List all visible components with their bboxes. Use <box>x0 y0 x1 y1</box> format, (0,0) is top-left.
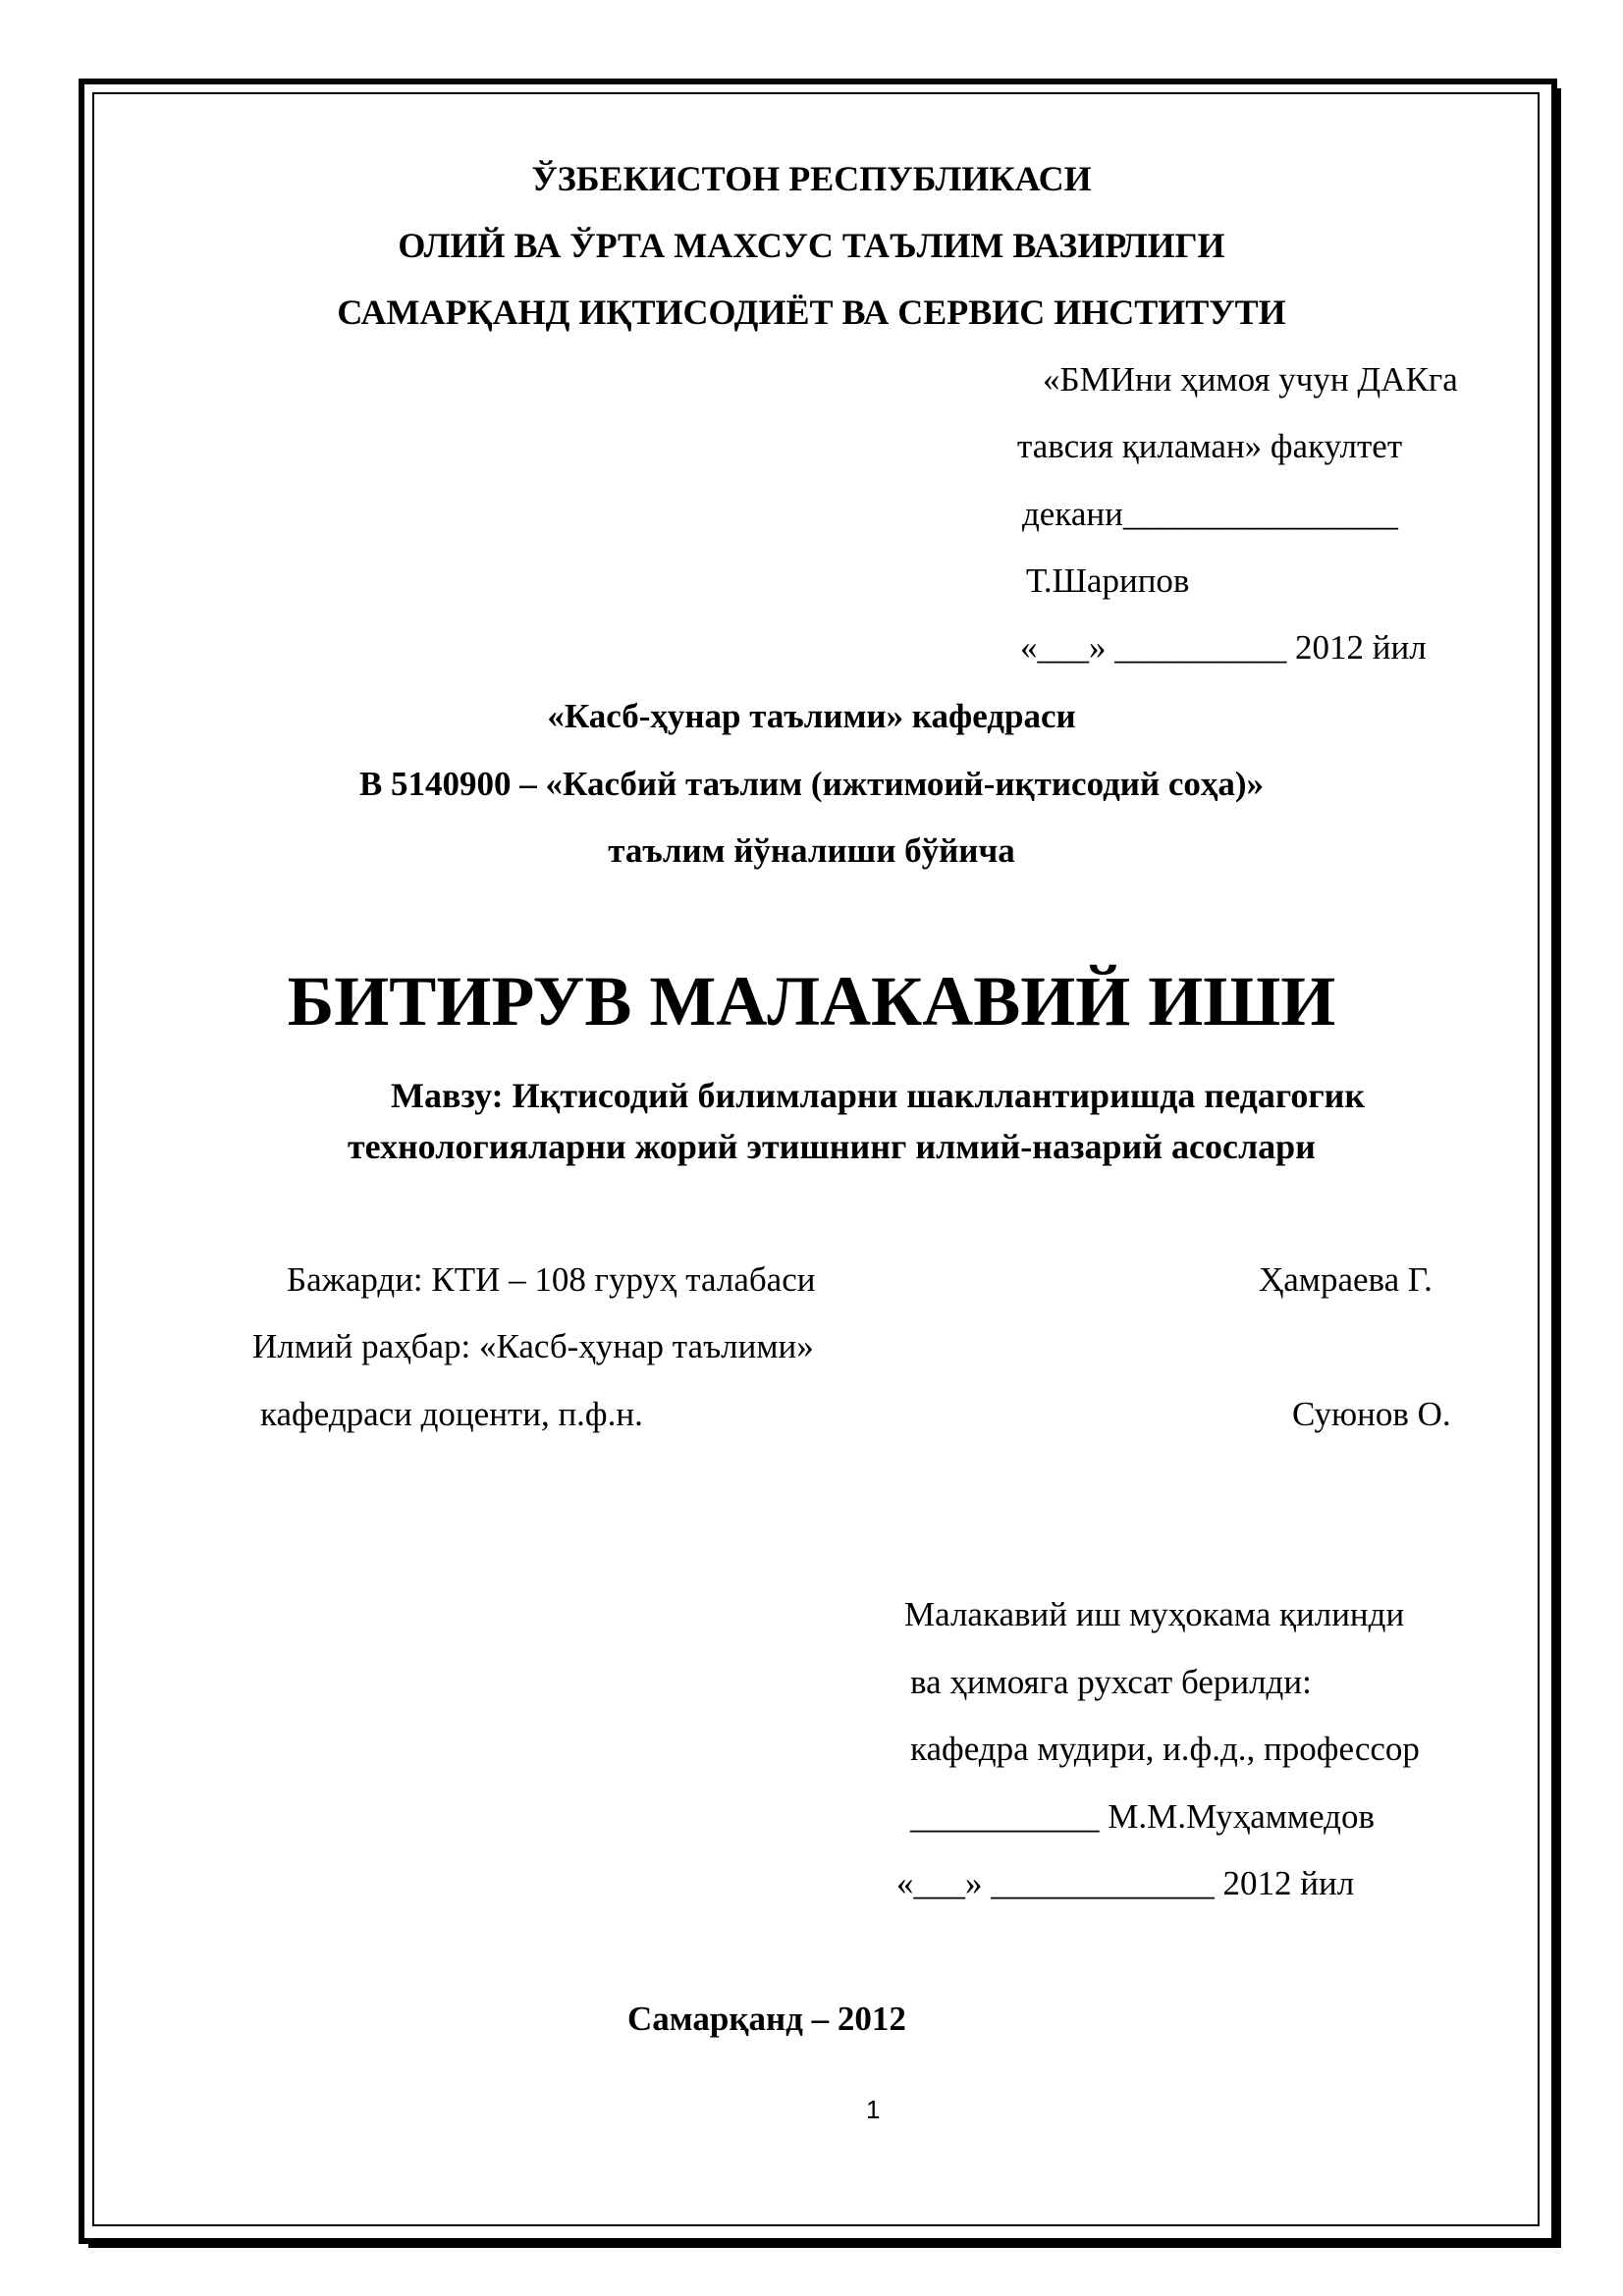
page-number: 1 <box>866 2095 881 2124</box>
supervisor-label-line-2: кафедраси доценти, п.ф.н. <box>260 1395 643 1433</box>
header-country: ЎЗБЕКИСТОН РЕСПУБЛИКАСИ <box>531 159 1092 198</box>
document-title: БИТИРУВ МАЛАКАВИЙ ИШИ <box>287 962 1336 1041</box>
defense-approval-line-1: Малакавий иш муҳокама қилинди <box>904 1595 1405 1633</box>
topic-line-1: Мавзу: Иқтисодий билимларни шакллантиришда педагогик <box>391 1076 1366 1115</box>
dean-approval-line-3: декани________________ <box>1022 495 1398 533</box>
department-name: «Касб-ҳунар таълими» кафедраси <box>547 697 1076 735</box>
done-by-label: Бажарди: КТИ – 108 гуруҳ талабаси <box>287 1260 816 1299</box>
education-direction: В 5140900 – «Касбий таълим (ижтимоий-иқтисодий соҳа)» <box>358 765 1265 803</box>
dean-approval-line-2: тавсия қиламан» факултет <box>1017 427 1403 465</box>
header-ministry: ОЛИЙ ВА ЎРТА МАХСУС ТАЪЛИМ ВАЗИРЛИГИ <box>398 226 1225 265</box>
dean-approval-date: «___» __________ 2012 йил <box>1020 628 1427 667</box>
defense-approval-line-3: кафедра мудири, и.ф.д., профессор <box>910 1730 1420 1768</box>
defense-approval-date: «___» _____________ 2012 йил <box>896 1864 1355 1902</box>
supervisor-name: Суюнов О. <box>1292 1395 1451 1433</box>
education-direction-suffix: таълим йўналиши бўйича <box>608 831 1015 870</box>
student-name: Ҳамраева Г. <box>1259 1260 1433 1299</box>
topic-line-2: технологияларни жорий этишнинг илмий-назарий асослари <box>348 1127 1316 1166</box>
dean-name: Т.Шарипов <box>1026 561 1190 600</box>
dean-approval-line-1: «БМИни ҳимоя учун ДАКга <box>1043 360 1458 399</box>
header-institute: САМАРҚАНД ИҚТИСОДИЁТ ВА СЕРВИС ИНСТИТУТИ <box>337 293 1286 332</box>
head-of-department-name: ___________ М.М.Муҳаммедов <box>910 1797 1375 1836</box>
supervisor-label-line-1: Илмий раҳбар: «Касб-ҳунар таълими» <box>252 1327 814 1365</box>
city-year: Самарқанд – 2012 <box>627 2000 906 2038</box>
defense-approval-line-2: ва ҳимояга рухсат берилди: <box>910 1663 1312 1701</box>
